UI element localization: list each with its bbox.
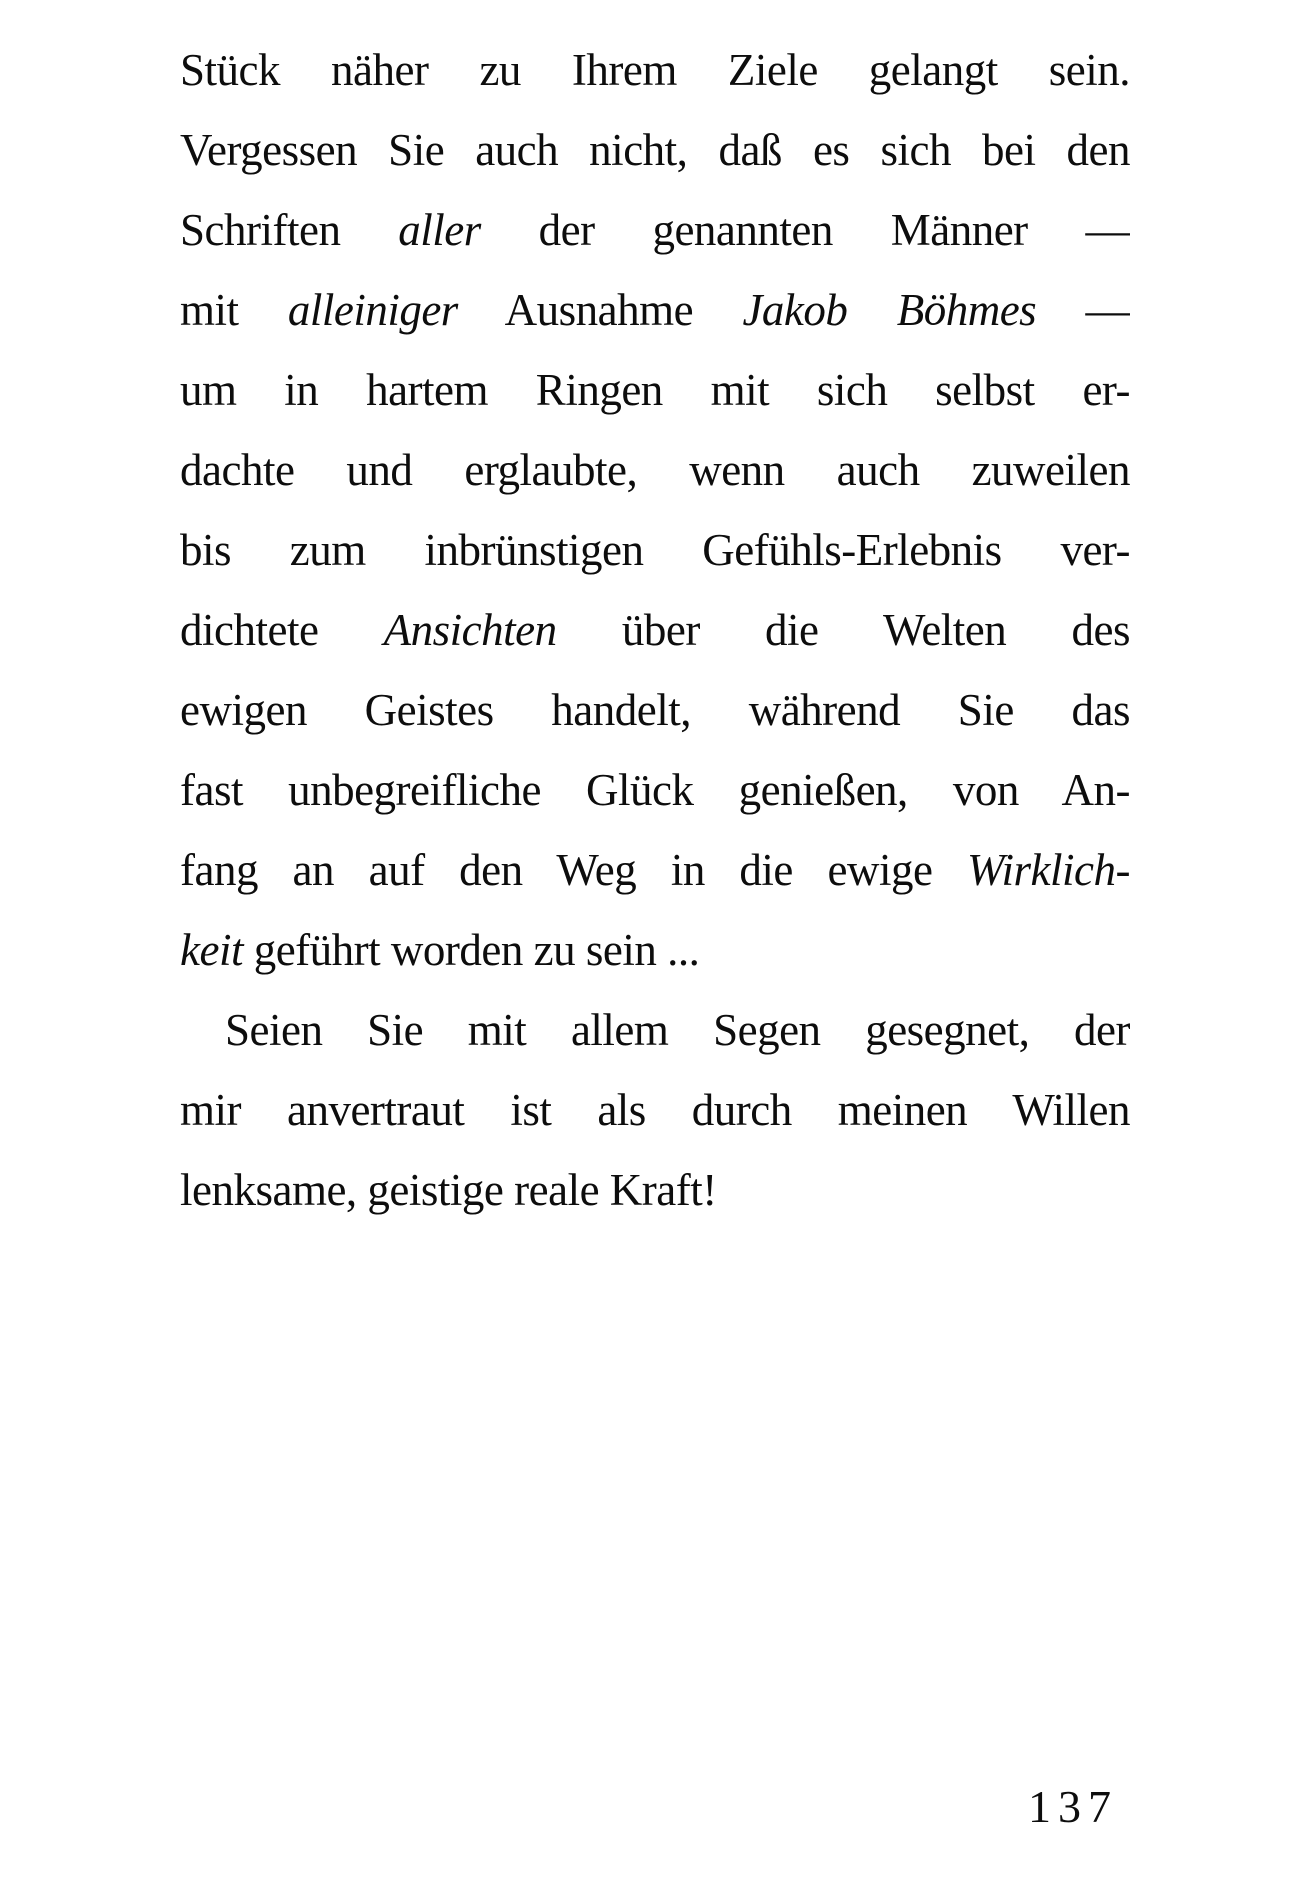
text-segment: dachte und erglaubte, wenn auch zuweilen [180, 445, 1130, 495]
text-line [180, 190, 1130, 270]
text-segment: dichtete [180, 605, 384, 655]
text-line [180, 830, 1130, 910]
text-segment: bis zum inbrünstigen Gefühls-Erlebnis ver- [180, 525, 1130, 575]
text-line [180, 270, 1130, 350]
text-segment: Schriften [180, 205, 399, 255]
page-number: 137 [1028, 1781, 1118, 1832]
italic-text-segment: keit [180, 925, 243, 975]
text-segment: ewigen Geistes handelt, während Sie das [180, 685, 1130, 735]
text-segment: über die Welten des [556, 605, 1130, 655]
text-line [180, 510, 1130, 590]
text-line [180, 430, 1130, 510]
text-segment: mir anvertraut ist als durch meinen Willen [180, 1085, 1130, 1135]
italic-text-segment: Wirklich- [967, 845, 1130, 895]
text-line [180, 990, 1130, 1070]
text-line [180, 1150, 1130, 1230]
text-segment: lenksame, geistige reale Kraft! [180, 1165, 717, 1215]
text-line [180, 1070, 1130, 1150]
text-line [180, 750, 1130, 830]
text-segment: fang an auf den Weg in die ewige [180, 845, 968, 895]
text-segment: fast unbegreifliche Glück genießen, von An- [180, 765, 1130, 815]
text-segment: Ausnahme [457, 285, 743, 335]
text-segment: Vergessen Sie auch nicht, daß es sich bei den [180, 125, 1130, 175]
italic-text-segment: alleiniger [287, 285, 458, 335]
italic-text-segment: aller [398, 205, 481, 255]
text-segment: geführt worden zu sein ... [242, 925, 700, 975]
text-segment: der genannten Männer — [480, 205, 1130, 255]
text-line [180, 590, 1130, 670]
text-line [180, 30, 1130, 110]
text-line [180, 350, 1130, 430]
italic-text-segment: Jakob Böhmes [742, 285, 1037, 335]
text-segment: — [1036, 285, 1130, 335]
text-line [180, 670, 1130, 750]
text-segment: mit [180, 285, 288, 335]
text-segment: Seien Sie mit allem Segen gesegnet, der [225, 1005, 1130, 1055]
text-line [180, 910, 1130, 990]
text-block [180, 30, 1130, 1230]
text-segment: um in hartem Ringen mit sich selbst er- [180, 365, 1130, 415]
text-line [180, 110, 1130, 190]
italic-text-segment: Ansichten [383, 605, 557, 655]
text-segment: Stück näher zu Ihrem Ziele gelangt sein. [180, 45, 1130, 95]
